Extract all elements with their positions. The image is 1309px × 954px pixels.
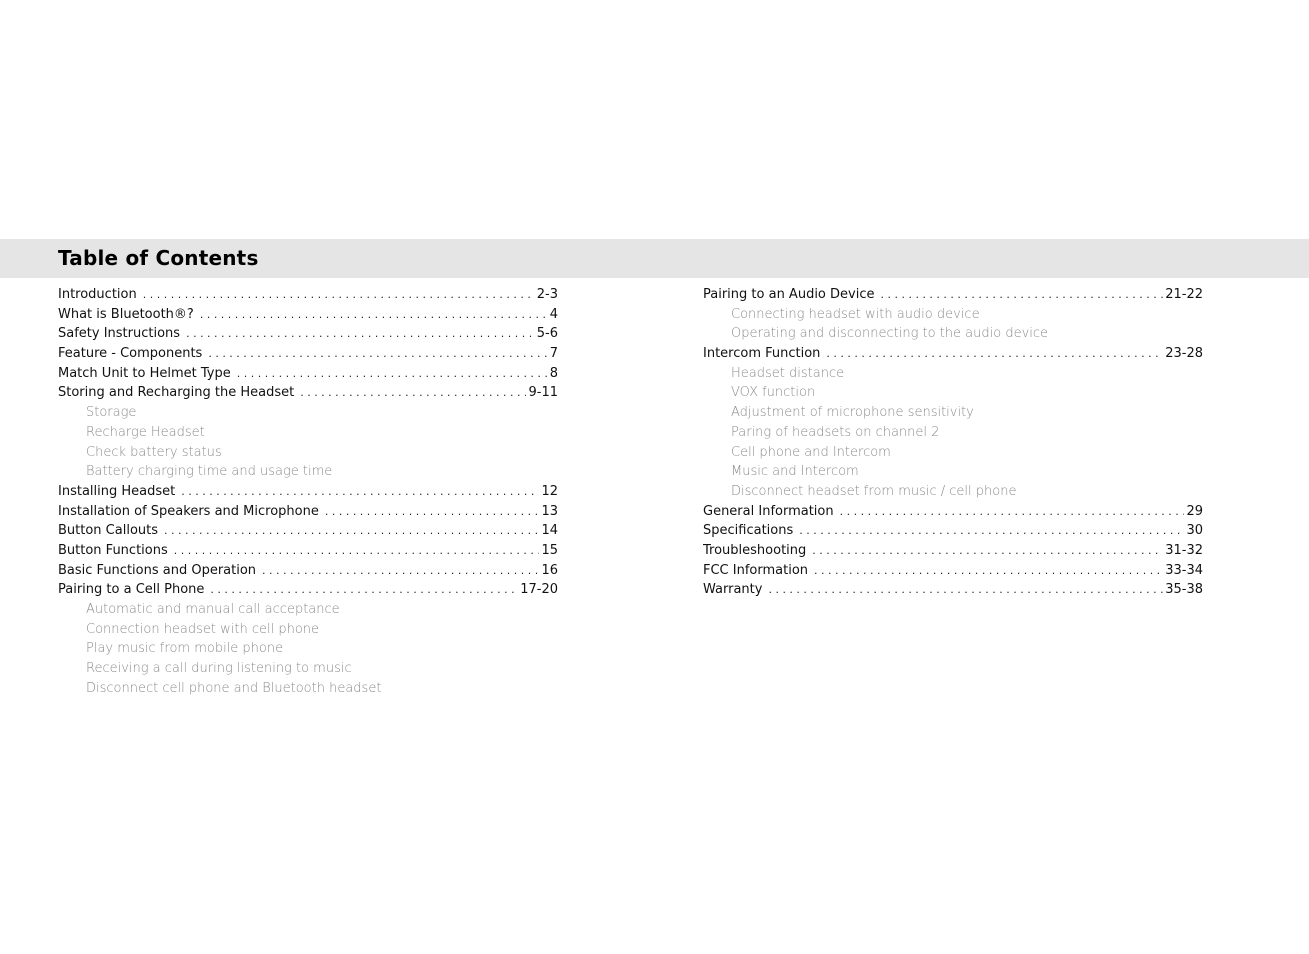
toc-entry-page: 16 <box>541 562 558 578</box>
toc-subentry: Disconnect cell phone and Bluetooth headset <box>86 680 382 696</box>
dot-leader <box>200 305 548 325</box>
toc-entry <box>58 305 558 325</box>
toc-subentry: Cell phone and Intercom <box>731 444 891 460</box>
toc-entry-label: Feature - Components <box>58 346 203 362</box>
toc-entry <box>58 502 558 522</box>
toc-subentry: Receiving a call during listening to music <box>86 661 352 677</box>
toc-entry <box>703 344 1203 364</box>
dot-leader <box>174 541 540 561</box>
toc-entry-page: 35-38 <box>1165 582 1203 598</box>
toc-entry-page: 8 <box>549 365 558 381</box>
toc-entry-label: Button Functions <box>58 542 168 558</box>
toc-subentry: Adjustment of microphone sensitivity <box>731 405 974 421</box>
toc-entry-label: General Information <box>703 503 834 519</box>
toc-entry-label: Basic Functions and Operation <box>58 562 257 578</box>
toc-entry-page: 13 <box>541 503 558 519</box>
dot-leader <box>814 561 1163 581</box>
toc-entry-label: Pairing to an Audio Device <box>703 287 875 302</box>
dot-leader <box>186 324 535 344</box>
toc-entry-page: 9-11 <box>528 385 558 401</box>
dot-leader <box>768 580 1163 600</box>
toc-subentry: Paring of headsets on channel 2 <box>731 424 940 440</box>
toc-subentry: Recharge Headset <box>86 424 205 440</box>
toc-entry-page: 30 <box>1186 523 1203 539</box>
toc-entry-label: FCC Information <box>703 562 809 578</box>
dot-leader <box>164 521 539 541</box>
dot-leader <box>143 285 535 305</box>
toc-subentry: Battery charging time and usage time <box>86 464 333 480</box>
toc-entry-label: Specifications <box>703 523 794 539</box>
toc-column-right <box>703 285 1203 600</box>
toc-subentry: Automatic and manual call acceptance <box>86 602 340 617</box>
toc-subentry: Storage <box>86 405 137 421</box>
toc-entry-page: 31-32 <box>1165 542 1203 558</box>
dot-leader <box>812 541 1163 561</box>
dot-leader <box>826 344 1163 364</box>
dot-leader <box>880 285 1163 305</box>
toc-entry <box>58 482 558 502</box>
toc-entry <box>58 364 558 384</box>
toc-subentry: Connection headset with cell phone <box>86 621 320 637</box>
toc-entry-page: 7 <box>549 346 558 362</box>
toc-entry-label: Safety Instructions <box>58 326 181 342</box>
toc-subentry: Connecting headset with audio device <box>731 306 980 322</box>
toc-entry-label: Intercom Function <box>703 346 821 362</box>
toc-entry-page: 17-20 <box>520 582 558 598</box>
dot-leader <box>799 521 1184 541</box>
toc-entry <box>703 502 1203 522</box>
toc-subentry: Disconnect headset from music / cell phone <box>731 483 1017 499</box>
toc-subentry: Headset distance <box>731 365 845 381</box>
toc-entry-page: 5-6 <box>536 326 558 342</box>
toc-entry <box>703 561 1203 581</box>
dot-leader <box>181 482 539 502</box>
toc-entry <box>703 521 1203 541</box>
toc-entry-page: 2-3 <box>536 287 558 302</box>
toc-entry <box>58 561 558 581</box>
toc-entry-label: Storing and Recharging the Headset <box>58 385 295 401</box>
toc-subentry: VOX function <box>731 385 816 401</box>
toc-entry <box>58 324 558 344</box>
toc-entry-page: 33-34 <box>1165 562 1203 578</box>
toc-entry-page: 15 <box>541 542 558 558</box>
toc-entry-label: What is Bluetooth®? <box>58 306 194 322</box>
toc-entry <box>58 521 558 541</box>
toc-entry-page: 12 <box>541 483 558 499</box>
toc-entry-label: Troubleshooting <box>703 542 807 558</box>
toc-subentry: Check battery status <box>86 444 222 460</box>
toc-entry <box>58 285 558 305</box>
toc-entry-page: 23-28 <box>1165 346 1203 362</box>
toc-entry-page: 14 <box>541 523 558 539</box>
toc-subentry: Music and Intercom <box>731 464 859 480</box>
toc-column-left <box>58 285 558 698</box>
toc-entry-label: Match Unit to Helmet Type <box>58 365 231 381</box>
toc-entry-page: 21-22 <box>1165 287 1203 302</box>
dot-leader <box>840 502 1185 522</box>
toc-entry <box>58 541 558 561</box>
toc-subentry: Play music from mobile phone <box>86 641 284 657</box>
toc-entry <box>703 541 1203 561</box>
toc-entry-label: Button Callouts <box>58 523 159 539</box>
toc-entry-label: Introduction <box>58 287 137 302</box>
toc-entry-page: 29 <box>1186 503 1203 519</box>
toc-subentry: Operating and disconnecting to the audio device <box>731 326 1049 342</box>
toc-entry-label: Installation of Speakers and Microphone <box>58 503 319 519</box>
toc-entry-label: Installing Headset <box>58 483 176 499</box>
toc-entry-label: Warranty <box>703 582 763 598</box>
toc-entry <box>58 383 558 403</box>
dot-leader <box>208 344 547 364</box>
toc-entry <box>703 580 1203 600</box>
toc-entry-page: 4 <box>549 306 558 322</box>
page-title: Table of Contents <box>58 246 259 270</box>
toc-entry <box>58 580 558 600</box>
dot-leader <box>237 364 548 384</box>
dot-leader <box>325 502 540 522</box>
dot-leader <box>262 561 539 581</box>
toc-entry <box>703 285 1203 305</box>
toc-entry-label: Pairing to a Cell Phone <box>58 582 205 598</box>
dot-leader <box>210 580 518 600</box>
toc-entry <box>58 344 558 364</box>
dot-leader <box>300 383 526 403</box>
